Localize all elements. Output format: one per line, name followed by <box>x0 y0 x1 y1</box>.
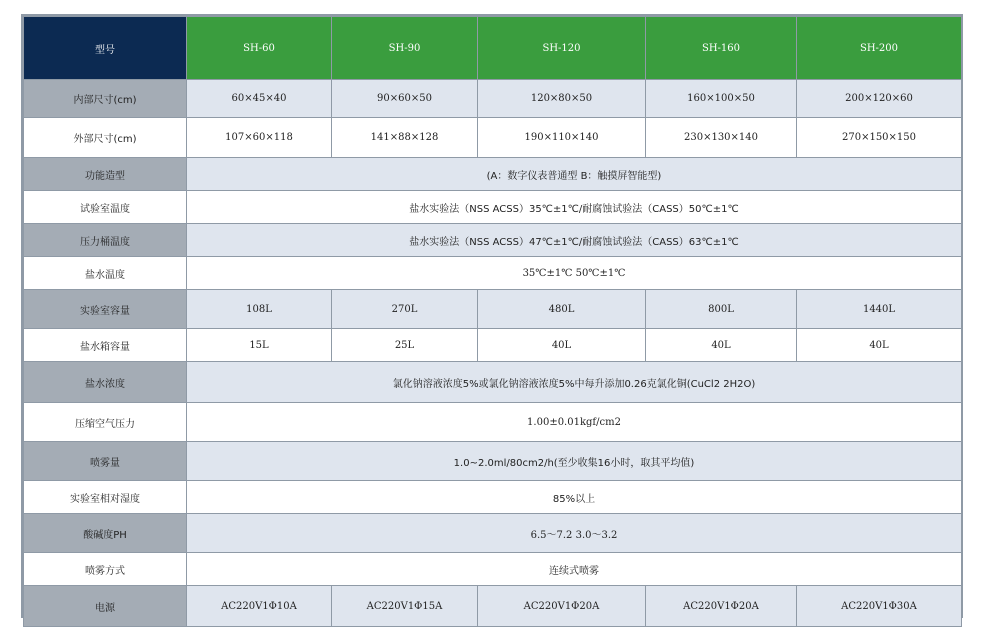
chamber-temp-value: 盐水实验法（NSS ACSS）35℃±1℃/耐腐蚀试验法（CASS）50℃±1℃ <box>187 191 961 223</box>
power-cell: AC220V1Φ10A <box>187 586 331 626</box>
tank-capacity-cell: 15L <box>187 329 331 361</box>
outer-size-cell: 270×150×150 <box>797 118 961 157</box>
row-label: 内部尺寸(cm) <box>24 80 186 117</box>
spray-method-value: 连续式喷雾 <box>187 553 961 585</box>
tank-capacity-cell: 25L <box>332 329 477 361</box>
header-model-sh200: SH-200 <box>797 17 961 79</box>
row-tank-capacity <box>24 329 961 361</box>
outer-size-cell: 190×110×140 <box>478 118 645 157</box>
row-label: 盐水温度 <box>24 257 186 289</box>
inner-size-cell: 120×80×50 <box>478 80 645 117</box>
row-function <box>24 158 961 190</box>
power-cell: AC220V1Φ20A <box>478 586 645 626</box>
chamber-capacity-cell: 800L <box>646 290 796 328</box>
tank-capacity-cell: 40L <box>797 329 961 361</box>
spray-volume-value: 1.0~2.0ml/80cm2/h(至少收集16小时，取其平均值) <box>187 442 961 480</box>
outer-size-cell: 141×88×128 <box>332 118 477 157</box>
header-row <box>24 17 961 79</box>
chamber-capacity-cell: 1440L <box>797 290 961 328</box>
row-power <box>24 586 961 626</box>
row-label: 实验室相对湿度 <box>24 481 186 513</box>
saltwater-temp-value: 35℃±1℃ 50℃±1℃ <box>187 257 961 289</box>
row-ph <box>24 514 961 552</box>
inner-size-cell: 90×60×50 <box>332 80 477 117</box>
row-label: 功能造型 <box>24 158 186 190</box>
row-label: 酸碱度PH <box>24 514 186 552</box>
header-model-sh60: SH-60 <box>187 17 331 79</box>
inner-size-cell: 200×120×60 <box>797 80 961 117</box>
header-model-sh90: SH-90 <box>332 17 477 79</box>
ph-value: 6.5～7.2 3.0～3.2 <box>187 514 961 552</box>
air-pressure-value: 1.00±0.01kgf/cm2 <box>187 403 961 441</box>
row-spray-volume <box>24 442 961 480</box>
row-label: 喷雾方式 <box>24 553 186 585</box>
spec-table-frame <box>21 14 963 618</box>
row-label: 试验室温度 <box>24 191 186 223</box>
outer-size-cell: 230×130×140 <box>646 118 796 157</box>
row-label: 实验室容量 <box>24 290 186 328</box>
header-model-sh120: SH-120 <box>478 17 645 79</box>
power-cell: AC220V1Φ20A <box>646 586 796 626</box>
row-saltwater-temp <box>24 257 961 289</box>
tank-capacity-cell: 40L <box>478 329 645 361</box>
spec-table <box>23 16 962 627</box>
row-chamber-capacity <box>24 290 961 328</box>
row-label: 压力桶温度 <box>24 224 186 256</box>
row-chamber-temp <box>24 191 961 223</box>
chamber-capacity-cell: 270L <box>332 290 477 328</box>
chamber-capacity-cell: 480L <box>478 290 645 328</box>
row-label: 电源 <box>24 586 186 626</box>
tank-capacity-cell: 40L <box>646 329 796 361</box>
row-outer-size <box>24 118 961 157</box>
row-label: 外部尺寸(cm) <box>24 118 186 157</box>
chamber-capacity-cell: 108L <box>187 290 331 328</box>
header-model-sh160: SH-160 <box>646 17 796 79</box>
row-label: 盐水箱容量 <box>24 329 186 361</box>
inner-size-cell: 60×45×40 <box>187 80 331 117</box>
row-humidity <box>24 481 961 513</box>
row-inner-size <box>24 80 961 117</box>
row-concentration <box>24 362 961 402</box>
barrel-temp-value: 盐水实验法（NSS ACSS）47℃±1℃/耐腐蚀试验法（CASS）63℃±1℃ <box>187 224 961 256</box>
humidity-value: 85%以上 <box>187 481 961 513</box>
function-value: (A：数字仪表普通型 B：触摸屏智能型) <box>187 158 961 190</box>
inner-size-cell: 160×100×50 <box>646 80 796 117</box>
row-barrel-temp <box>24 224 961 256</box>
row-spray-method <box>24 553 961 585</box>
row-air-pressure <box>24 403 961 441</box>
concentration-value: 氯化钠溶液浓度5%或氯化钠溶液浓度5%中每升添加0.26克氯化铜(CuCl2 2H2O) <box>187 362 961 402</box>
row-label: 喷雾量 <box>24 442 186 480</box>
header-corner-cell: 型号 <box>24 17 186 79</box>
row-label: 压缩空气压力 <box>24 403 186 441</box>
power-cell: AC220V1Φ15A <box>332 586 477 626</box>
power-cell: AC220V1Φ30A <box>797 586 961 626</box>
outer-size-cell: 107×60×118 <box>187 118 331 157</box>
row-label: 盐水浓度 <box>24 362 186 402</box>
